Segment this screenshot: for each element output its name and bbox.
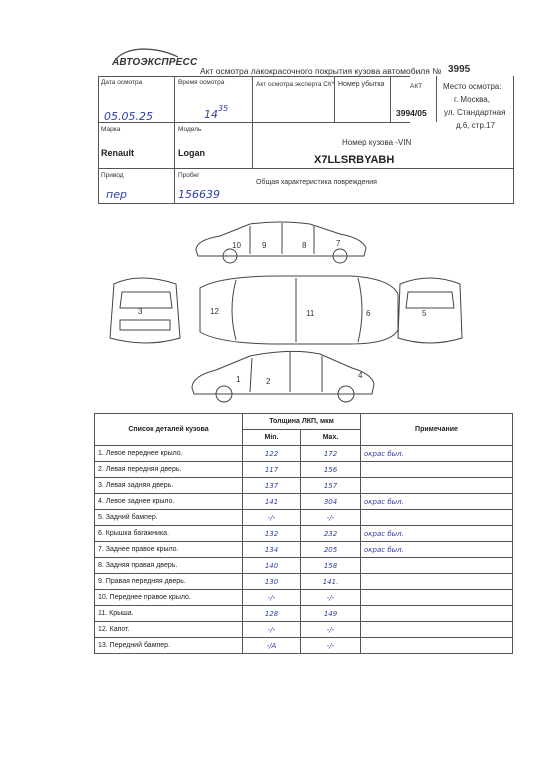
- part-note: окрас был.: [361, 526, 513, 542]
- part-max: -/-: [301, 638, 361, 654]
- part-name: 5. Задний бампер.: [95, 510, 243, 526]
- part-name: 6. Крышка багажника.: [95, 526, 243, 542]
- zone-label-12: 12: [210, 307, 219, 316]
- part-max: 158: [301, 558, 361, 574]
- part-name: 13. Передний бампер.: [95, 638, 243, 654]
- part-max: 172: [301, 446, 361, 462]
- time-label: Время осмотра: [178, 79, 225, 86]
- zone-label-5: 5: [422, 309, 427, 318]
- part-note: [361, 622, 513, 638]
- col-thickness-header: Толщина ЛКП, мкм: [243, 414, 361, 430]
- table-row: [95, 606, 513, 622]
- col-note-header: Примечание: [361, 414, 513, 446]
- table-row: [95, 446, 513, 462]
- place-label: Место осмотра:: [443, 82, 502, 91]
- make-label: Марка: [101, 126, 121, 133]
- place-line2: ул. Стандартная: [444, 108, 506, 117]
- vin-value: X7LLSRBYABH: [314, 154, 395, 166]
- act-title: Акт осмотра лакокрасочного покрытия кузова автомобиля №: [200, 66, 442, 76]
- logo: [112, 48, 198, 70]
- table-row: [95, 494, 513, 510]
- place-line1: г. Москва,: [454, 95, 490, 104]
- part-min: 132: [243, 526, 301, 542]
- zone-label-10: 10: [232, 241, 241, 250]
- table-row: [95, 622, 513, 638]
- model-value: Logan: [178, 148, 205, 158]
- col-list-header: Список деталей кузова: [95, 414, 243, 446]
- zone-label-2: 2: [266, 377, 271, 386]
- part-note: [361, 478, 513, 494]
- part-name: 3. Левая задняя дверь.: [95, 478, 243, 494]
- part-name: 10. Переднее правое крыло.: [95, 590, 243, 606]
- part-name: 8. Задняя правая дверь.: [95, 558, 243, 574]
- part-min: 122: [243, 446, 301, 462]
- part-note: [361, 606, 513, 622]
- part-min: 140: [243, 558, 301, 574]
- part-note: [361, 638, 513, 654]
- part-min: -/-: [243, 622, 301, 638]
- info-table: [98, 76, 514, 204]
- akt-value: 3994/05: [396, 108, 427, 118]
- akt-label: АКТ: [410, 83, 423, 90]
- loss-label: Номер убытка: [338, 81, 385, 88]
- zone-label-3: 3: [138, 307, 143, 316]
- place-line3: д.6, стр.17: [456, 121, 496, 130]
- part-min: -/А: [243, 638, 301, 654]
- part-note: [361, 558, 513, 574]
- part-max: -/-: [301, 510, 361, 526]
- part-note: [361, 574, 513, 590]
- part-min: 137: [243, 478, 301, 494]
- col-max-header: Max.: [301, 430, 361, 446]
- part-name: 4. Левое заднее крыло.: [95, 494, 243, 510]
- part-note: [361, 590, 513, 606]
- part-name: 12. Капот.: [95, 622, 243, 638]
- table-row: [95, 478, 513, 494]
- part-min: 130: [243, 574, 301, 590]
- table-row: [95, 526, 513, 542]
- mileage-label: Пробег: [178, 172, 200, 179]
- part-name: 1. Левое переднее крыло.: [95, 446, 243, 462]
- zone-label-6: 6: [366, 309, 371, 318]
- date-value: 05.05.25: [104, 110, 153, 123]
- table-row: [95, 462, 513, 478]
- zone-label-1: 1: [236, 375, 241, 384]
- part-min: 134: [243, 542, 301, 558]
- part-min: -/-: [243, 590, 301, 606]
- part-max: -/-: [301, 622, 361, 638]
- part-name: 11. Крыша.: [95, 606, 243, 622]
- part-note: [361, 510, 513, 526]
- car-outline-icon: [100, 218, 510, 406]
- part-max: 149: [301, 606, 361, 622]
- part-note: окрас был.: [361, 494, 513, 510]
- part-max: -/-: [301, 590, 361, 606]
- car-diagram: [100, 218, 510, 406]
- part-max: 205: [301, 542, 361, 558]
- part-note: окрас был.: [361, 542, 513, 558]
- part-min: -/-: [243, 510, 301, 526]
- model-label: Модель: [178, 126, 202, 133]
- zone-label-9: 9: [262, 241, 267, 250]
- mileage-value: 156639: [178, 188, 220, 201]
- part-min: 128: [243, 606, 301, 622]
- part-max: 157: [301, 478, 361, 494]
- logo-text: АВТОЭКСПРЕСС: [112, 57, 198, 68]
- drive-label: Привод: [101, 172, 124, 179]
- make-value: Renault: [101, 148, 135, 158]
- part-note: окрас был.: [361, 446, 513, 462]
- drive-value: пер: [106, 188, 127, 201]
- part-max: 141.: [301, 574, 361, 590]
- date-label: Дата осмотра: [101, 79, 143, 86]
- time-minutes: 35: [218, 104, 229, 113]
- zone-label-7: 7: [336, 239, 341, 248]
- parts-table: [94, 413, 512, 650]
- col-min-header: Min.: [243, 430, 301, 446]
- zone-label-4: 4: [358, 371, 363, 380]
- part-max: 304: [301, 494, 361, 510]
- part-max: 156: [301, 462, 361, 478]
- table-row: [95, 510, 513, 526]
- part-name: 7. Заднее правое крыло.: [95, 542, 243, 558]
- table-row: [95, 638, 513, 654]
- zone-label-11: 11: [306, 309, 315, 318]
- part-name: 9. Правая передняя дверь.: [95, 574, 243, 590]
- table-row: [95, 574, 513, 590]
- zone-label-8: 8: [302, 241, 307, 250]
- part-max: 232: [301, 526, 361, 542]
- table-row: [95, 590, 513, 606]
- expert-label: Акт осмотра эксперта СК*: [256, 81, 335, 88]
- part-name: 2. Левая передняя дверь.: [95, 462, 243, 478]
- part-min: 141: [243, 494, 301, 510]
- table-row: [95, 558, 513, 574]
- damage-label: Общая характеристика повреждения: [256, 179, 377, 186]
- vin-label: Номер кузова -VIN: [342, 138, 412, 147]
- part-min: 117: [243, 462, 301, 478]
- act-number: 3995: [448, 64, 471, 75]
- part-note: [361, 462, 513, 478]
- time-value: 14: [204, 108, 218, 121]
- table-row: [95, 542, 513, 558]
